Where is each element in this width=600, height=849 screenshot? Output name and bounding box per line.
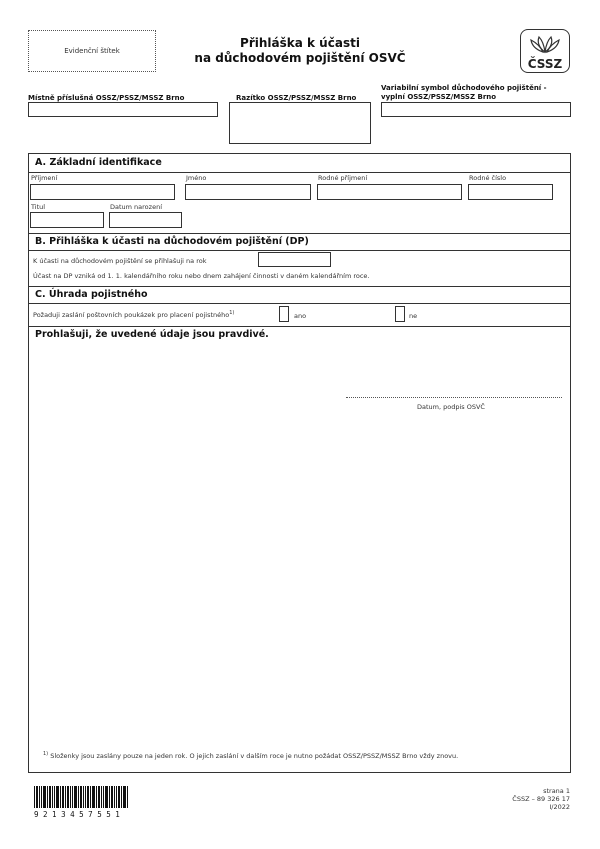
form-code: ČSSZ – 89 326 17 — [512, 795, 570, 803]
barcode-icon — [34, 786, 129, 808]
name-label: Jméno — [186, 174, 207, 182]
divider — [29, 326, 570, 327]
birth-surname-label: Rodné příjmení — [318, 174, 368, 182]
office-stamp-field[interactable] — [229, 102, 371, 144]
remittance-question-text: Požaduji zaslání poštovních poukázek pro placení pojistného — [33, 311, 230, 320]
yes-label: ano — [294, 312, 307, 320]
declaration-text: Prohlašuji, že uvedené údaje jsou pravdivé. — [35, 329, 269, 340]
cssz-logo — [520, 29, 570, 73]
stamp-label-box — [28, 30, 156, 72]
form-body — [28, 153, 571, 773]
divider — [29, 303, 570, 304]
signature-line[interactable] — [346, 397, 562, 398]
birth-date-label: Datum narození — [110, 203, 162, 211]
surname-field[interactable] — [30, 184, 175, 200]
barcode — [34, 786, 129, 808]
var-symbol-label-1: Variabilní symbol důchodového pojištění - — [381, 84, 547, 92]
birth-number-label: Rodné číslo — [469, 174, 507, 182]
divider — [29, 233, 570, 234]
leaf-logo-icon — [529, 34, 561, 54]
page-footer — [460, 787, 570, 811]
participation-note: Účast na DP vzniká od 1. 1. kalendářního roku nebo dnem zahájení činnosti v daném kalendářním roce. — [33, 272, 370, 280]
footnote-ref: 1) — [229, 310, 235, 316]
title-line-2: na důchodovém pojištění OSVČ — [194, 51, 406, 65]
year-label: K účasti na důchodovém pojištění se přihlašuji na rok — [33, 257, 207, 265]
stamp-label-text: Evidenční štítek — [64, 47, 120, 55]
section-a-title: A. Základní identifikace — [35, 157, 162, 168]
office-field[interactable] — [28, 102, 218, 117]
divider — [29, 286, 570, 287]
footnote — [43, 751, 458, 760]
birth-date-field[interactable] — [109, 212, 182, 228]
footnote-text: Složenky jsou zaslány pouze na jeden rok. O jejich zaslání v dalším roce je nutno požádat OSSZ/PSSZ/MSSZ Brno vždy znovu. — [50, 752, 459, 761]
birth-surname-field[interactable] — [317, 184, 462, 200]
no-label: ne — [409, 312, 418, 320]
section-c-title: C. Úhrada pojistného — [35, 289, 148, 300]
signature-label: Datum, podpis OSVČ — [417, 403, 485, 411]
form-title — [180, 36, 420, 66]
name-field[interactable] — [185, 184, 311, 200]
title-line-1: Přihláška k účasti — [240, 36, 360, 50]
remittance-question — [33, 310, 234, 319]
degree-field[interactable] — [30, 212, 104, 228]
page-number: strana 1 — [543, 787, 570, 795]
yes-checkbox[interactable] — [279, 306, 289, 322]
birth-number-field[interactable] — [468, 184, 553, 200]
logo-text: ČSSZ — [527, 57, 563, 71]
var-symbol-label-2: vyplní OSSZ/PSSZ/MSSZ Brno — [381, 93, 497, 101]
office-stamp-label: Razítko OSSZ/PSSZ/MSSZ Brno — [236, 94, 357, 102]
surname-label: Příjmení — [31, 174, 58, 182]
year-field[interactable] — [258, 252, 331, 267]
footnote-mark: 1) — [43, 751, 49, 757]
no-checkbox[interactable] — [395, 306, 405, 322]
office-label: Místně příslušná OSSZ/PSSZ/MSSZ Brno — [28, 94, 185, 102]
section-b-title: B. Přihláška k účasti na důchodovém pojištění (DP) — [35, 236, 309, 247]
divider — [29, 250, 570, 251]
divider — [29, 172, 570, 173]
barcode-number: 9 2 1 3 4 5 7 5 5 1 — [34, 810, 120, 819]
form-version: I/2022 — [549, 803, 570, 811]
degree-label: Titul — [31, 203, 46, 211]
var-symbol-field[interactable] — [381, 102, 571, 117]
